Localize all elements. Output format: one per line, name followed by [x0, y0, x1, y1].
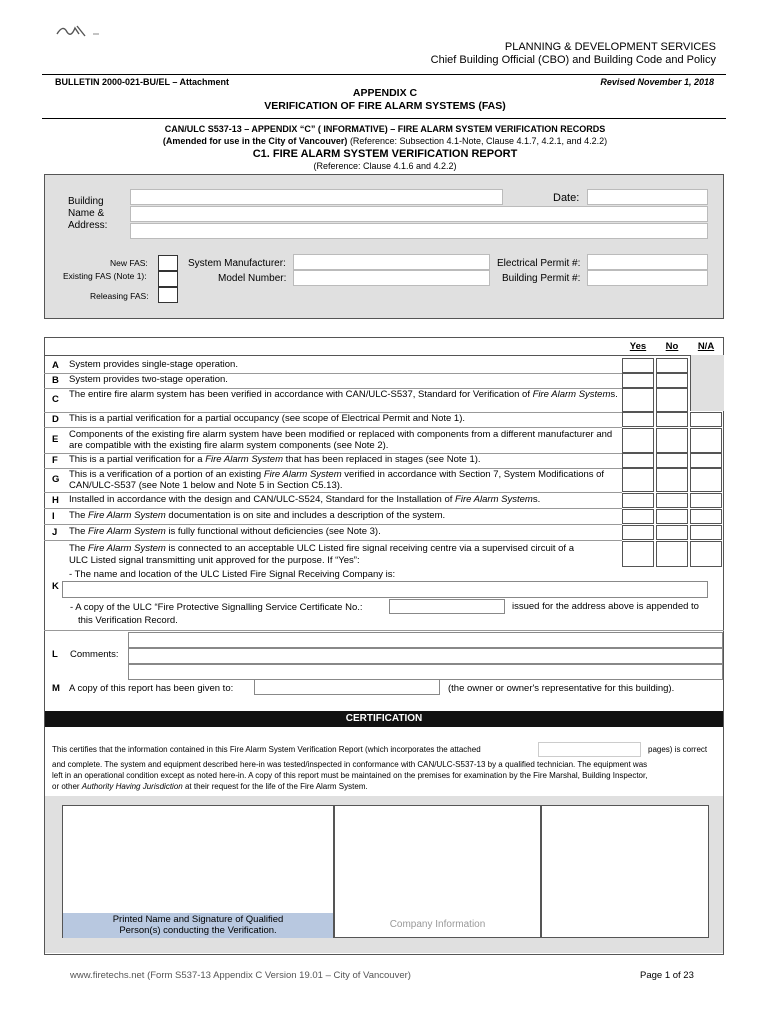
m-letter: M — [52, 683, 60, 694]
item-letter: E — [52, 434, 59, 445]
item-yes-checkbox[interactable] — [622, 358, 654, 373]
dept-name: PLANNING & DEVELOPMENT SERVICES — [504, 41, 716, 53]
building-address-field-2[interactable] — [130, 223, 708, 239]
m-prefix: A copy of this report has been given to: — [69, 683, 234, 694]
signature-label-2: Person(s) conducting the Verification. — [119, 925, 277, 936]
amend-bold: (Amended for use in the City of Vancouver) — [162, 136, 348, 146]
item-no-checkbox[interactable] — [656, 453, 688, 468]
col-na: N/A — [697, 341, 715, 352]
cert-ahj: Authority Having Jurisdiction — [81, 782, 183, 791]
item-yes-checkbox[interactable] — [622, 428, 654, 453]
attached-pages-field[interactable] — [538, 742, 641, 757]
item-no-checkbox[interactable] — [656, 412, 688, 427]
item-text: System provides single-stage operation. — [69, 359, 238, 370]
cert-line-4c: at their request for the life of the Fire Alarm System. — [182, 782, 368, 791]
item-na-checkbox[interactable] — [690, 428, 722, 453]
k-divider — [44, 630, 724, 631]
na-gray-ab-c — [690, 355, 724, 411]
item-na-checkbox[interactable] — [690, 509, 722, 524]
row-divider — [44, 524, 622, 525]
building-label-3: Address: — [68, 220, 108, 231]
item-yes-checkbox[interactable] — [622, 388, 654, 412]
certification-header: CERTIFICATION — [45, 711, 723, 727]
k-cert-prefix: - A copy of the ULC “Fire Protective Signalling Service Certificate No.: — [70, 602, 363, 613]
c1-title: C1. FIRE ALARM SYSTEM VERIFICATION REPORT — [252, 148, 518, 160]
k-line-2: ULC Listed signal transmitting unit approved for the purpose. If “Yes”: — [69, 555, 360, 566]
row-divider — [44, 540, 622, 541]
item-yes-checkbox[interactable] — [622, 453, 654, 468]
item-na-checkbox[interactable] — [690, 525, 722, 540]
item-letter: G — [52, 474, 60, 485]
item-na-checkbox[interactable] — [690, 453, 722, 468]
m-suffix: (the owner or owner's representative for this building). — [448, 683, 675, 694]
col-no: No — [665, 341, 679, 352]
item-yes-checkbox[interactable] — [622, 493, 654, 508]
k-cert-line-2: this Verification Record. — [78, 615, 178, 626]
row-divider — [44, 508, 622, 509]
cert-pages-text: pages) is correct — [648, 745, 708, 754]
building-permit-label: Building Permit #: — [502, 273, 581, 284]
date-field[interactable] — [587, 189, 708, 205]
comments-field-1[interactable] — [128, 632, 723, 648]
comments-label: Comments: — [70, 649, 119, 660]
item-text: System provides two-stage operation. — [69, 374, 228, 385]
cert-line-1: This certifies that the information contained in this Fire Alarm System Verification Report (which incorporates the attached — [52, 745, 481, 754]
item-text: This is a partial verification for a Fire Alarm System that has been replaced in stages (see Note 1). — [69, 454, 481, 465]
item-yes-checkbox[interactable] — [622, 509, 654, 524]
k-na-checkbox[interactable] — [690, 541, 722, 567]
model-label: Model Number: — [218, 273, 287, 284]
signature-label-1: Printed Name and Signature of Qualified — [112, 914, 284, 925]
item-letter: I — [52, 511, 55, 522]
item-text: Components of the existing fire alarm system have been modified or replaced with components from a different manufacturer and are compatible with the existing fire alarm system components (see Note 2). — [69, 429, 613, 451]
item-text: This is a partial verification for a partial occupancy (see scope of Electrical Permit and Note 1). — [69, 413, 466, 424]
city-logo — [55, 20, 105, 42]
item-letter: H — [52, 495, 59, 506]
additional-info-box[interactable] — [541, 805, 709, 938]
item-no-checkbox[interactable] — [656, 373, 688, 388]
item-no-checkbox[interactable] — [656, 525, 688, 540]
k-line-1: The Fire Alarm System is connected to an acceptable ULC Listed fire signal receiving centre via a supervised circuit of a — [69, 543, 574, 554]
row-divider — [44, 492, 622, 493]
item-no-checkbox[interactable] — [656, 388, 688, 412]
item-no-checkbox[interactable] — [656, 509, 688, 524]
existing-fas-label: Existing FAS (Note 1): — [63, 271, 147, 281]
item-no-checkbox[interactable] — [656, 493, 688, 508]
item-no-checkbox[interactable] — [656, 358, 688, 373]
amend-ref: (Reference: Subsection 4.1-Note, Clause 4.1.7, 4.2.1, and 4.2.2) — [347, 136, 608, 146]
m-recipient-field[interactable] — [254, 679, 440, 695]
item-na-checkbox[interactable] — [690, 468, 722, 492]
item-text: This is a verification of a portion of an existing Fire Alarm System verified in accordance with Section 7, System Modifications of CAN/ULC-S537 (see Note 1 below and Note 5 in Section C5.13). — [69, 469, 605, 491]
comments-field-3[interactable] — [128, 664, 723, 680]
item-yes-checkbox[interactable] — [622, 525, 654, 540]
item-text: The entire fire alarm system has been verified in accordance with CAN/ULC-S537, Standard for Verification of Fire Alarm Systems. — [69, 389, 618, 400]
item-text: Installed in accordance with the design and CAN/ULC-S524, Standard for the Installation of Fire Alarm Systems. — [69, 494, 541, 505]
date-label: Date: — [553, 192, 580, 204]
footer-source: www.firetechs.net (Form S537-13 Appendix C Version 19.01 – City of Vancouver) — [70, 970, 411, 981]
electrical-permit-label: Electrical Permit #: — [497, 258, 581, 269]
item-letter: F — [52, 455, 58, 466]
building-address-field-1[interactable] — [130, 206, 708, 222]
k-no-checkbox[interactable] — [656, 541, 688, 567]
amend-line — [0, 136, 770, 146]
k-line-3: - The name and location of the ULC Listed Fire Signal Receiving Company is: — [69, 569, 396, 580]
item-letter: C — [52, 394, 59, 405]
k-receiving-company-field[interactable] — [62, 581, 708, 598]
k-letter: K — [52, 581, 59, 592]
c1-reference: (Reference: Clause 4.1.6 and 4.2.2) — [313, 161, 457, 171]
building-label-1: Building — [68, 196, 104, 207]
item-letter: B — [52, 375, 59, 386]
item-letter: A — [52, 360, 59, 371]
building-name-field[interactable] — [130, 189, 503, 205]
k-cert-suffix: issued for the address above is appended to — [512, 601, 699, 612]
cert-line-4a: or other — [52, 782, 82, 791]
item-text: The Fire Alarm System documentation is on site and includes a description of the system. — [69, 510, 446, 521]
header-divider — [44, 355, 724, 356]
item-text: The Fire Alarm System is fully functional without deficiencies (see Note 3). — [69, 526, 381, 537]
appendix-title: APPENDIX C — [352, 87, 418, 99]
item-no-checkbox[interactable] — [656, 428, 688, 453]
header-rule — [42, 74, 726, 75]
cert-line-2: and complete. The system and equipment described here-in was tested/inspected in conformance with CAN/ULC-S537-13 by a qualified technician. The equipment was — [52, 760, 648, 769]
k-yes-checkbox[interactable] — [622, 541, 654, 567]
cert-line-4 — [52, 781, 718, 792]
signature-label — [63, 913, 333, 938]
bulletin-number: BULLETIN 2000-021-BU/EL – Attachment — [55, 77, 230, 87]
item-letter: D — [52, 414, 59, 425]
new-fas-label: New FAS: — [110, 258, 148, 268]
row-divider — [44, 427, 622, 428]
page-number: Page 1 of 23 — [640, 970, 694, 981]
cert-line-3: left in an operational condition except as noted here-in. A copy of this report must be maintained on the premises for examination by the Fire Marshal, Building Inspector, — [52, 771, 648, 780]
company-info-label: Company Information — [389, 919, 486, 930]
comments-field-2[interactable] — [128, 648, 723, 664]
new-fas-checkbox[interactable] — [158, 255, 178, 271]
item-na-checkbox[interactable] — [690, 493, 722, 508]
col-yes: Yes — [629, 341, 647, 352]
item-no-checkbox[interactable] — [656, 468, 688, 492]
item-yes-checkbox[interactable] — [622, 412, 654, 427]
office-name: Chief Building Official (CBO) and Building Code and Policy — [430, 54, 716, 66]
l-letter: L — [52, 649, 58, 660]
verification-title: VERIFICATION OF FIRE ALARM SYSTEMS (FAS) — [264, 100, 506, 112]
releasing-fas-checkbox[interactable] — [158, 287, 178, 303]
existing-fas-checkbox[interactable] — [158, 271, 178, 287]
releasing-fas-label: Releasing FAS: — [90, 291, 149, 301]
item-yes-checkbox[interactable] — [622, 468, 654, 492]
item-letter: J — [52, 527, 58, 538]
model-field[interactable] — [293, 270, 490, 286]
revised-date: Revised November 1, 2018 — [600, 77, 714, 87]
can-title: CAN/ULC S537-13 – APPENDIX “C” ( INFORMATIVE) – FIRE ALARM SYSTEM VERIFICATION RECORDS — [164, 124, 606, 134]
item-yes-checkbox[interactable] — [622, 373, 654, 388]
manufacturer-field[interactable] — [293, 254, 490, 270]
electrical-permit-field[interactable] — [587, 254, 708, 270]
manufacturer-label: System Manufacturer: — [188, 258, 286, 269]
k-cert-number-field[interactable] — [389, 599, 505, 614]
building-label-2: Name & — [68, 208, 105, 219]
building-permit-field[interactable] — [587, 270, 708, 286]
title-rule — [42, 118, 726, 119]
item-na-checkbox[interactable] — [690, 412, 722, 427]
